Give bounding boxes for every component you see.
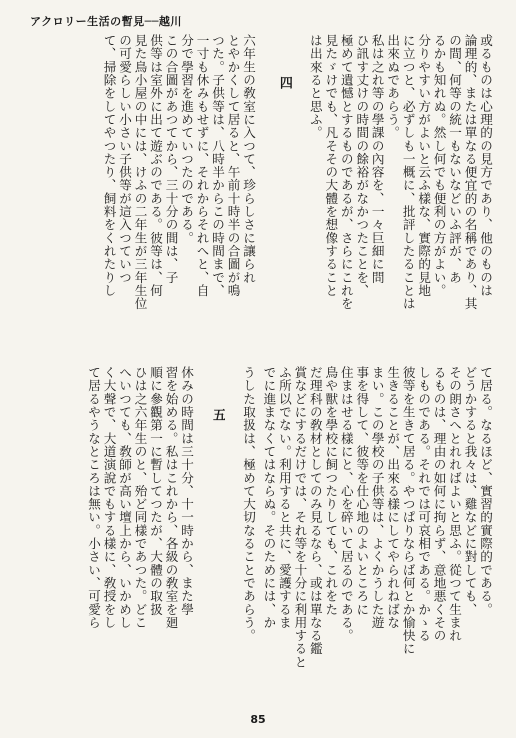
text-column: 彼等を生きて居る。やつぱりならば何とか愉快に [400, 366, 416, 656]
text-column: 習を始める。私はこれから、各級の敎室を廻 [163, 366, 179, 629]
text-column: 事を得して、彼等を仕心地のよいところに [354, 366, 370, 616]
text-column: ひは之六年生のと、殆ど同樣であつた。どこ [132, 366, 148, 629]
text-column: 極めて遺憾とするものであるが、さらにこれを [338, 34, 354, 311]
text-column: どうかすると我々は、雞などに對しても、 [462, 366, 478, 616]
text-column: 或るものは心理的の見方であり、他のものは [478, 34, 493, 297]
text-column: に立つと、必ずしも一概に、批評したることは [400, 34, 416, 311]
text-column: 論理的、または單なる便宜的の名稱であり、其 [462, 34, 478, 311]
text-column: ひ訊す丈けの時間の餘裕がなかつたことを、 [354, 34, 370, 297]
text-column [194, 366, 210, 696]
lower-text-block [28, 366, 493, 696]
text-column: て、掃除をしてやつたり、飼料をくれたりし [101, 34, 117, 297]
upper-left-half [28, 34, 256, 360]
text-column: 供等は室外に出て遊ぶのである。彼等は、何 [148, 34, 163, 297]
page-number: 85 [250, 713, 266, 726]
lower-right-half [261, 366, 493, 696]
text-column: て居る。なるほど、實習的實際的である。 [478, 366, 493, 616]
text-column: 見たゞけでも、凡そその大體を想像すること [323, 34, 339, 297]
text-column: るかも知れぬ。然し何でも便利の方がよい。 [431, 34, 447, 297]
text-column: く大聲で、大道演說でもする樣に、敎授をし [101, 366, 117, 629]
text-column: 生きることが、出來る樣にしてやられねばな [385, 366, 401, 629]
lower-left-half [28, 366, 256, 696]
section-heading: 五 [210, 408, 225, 422]
text-column: は出來ると思ふ。 [307, 34, 323, 140]
text-column: つた。子供等は、八時半からこの時間まで、 [210, 34, 225, 297]
text-column: 私は之れ等の學課の內容を、一々巨細に問 [369, 34, 385, 284]
text-column: 住まはせる樣にと、心を碎いて居るのである。 [338, 366, 354, 643]
upper-right-half [261, 34, 493, 360]
text-column: 分りやすい方がよいと云ふ樣な、實際的見地 [416, 34, 432, 297]
text-column: て居るやうなところは無い。小さい、可愛ら [86, 366, 101, 629]
text-column: 見た鳥小屋の中には、けふの二年生が三年生位 [132, 34, 148, 311]
text-column: とやかくして居ると、午前十時半の合圖が鳴 [225, 34, 241, 297]
text-column: 分で學習を進めていつたのである。 [179, 34, 194, 245]
text-column: の間、何等の統一もないなどいふ評が、あ [447, 34, 463, 284]
text-column: 一寸も休みもせずに、それからそれへと、自 [194, 34, 210, 297]
upper-text-block [28, 34, 493, 360]
text-column: でに進まなくてはならぬ。そのためには、か [261, 366, 277, 629]
text-column: 休みの時間は三十分、十一時から、また學 [179, 366, 194, 616]
text-column: へいつても、敎師が高い壇上から、いかめし [117, 366, 132, 629]
text-column: るものは、理由の如何に拘らず、意地悪くその [431, 366, 447, 643]
section-heading: 四 [276, 76, 292, 90]
text-column [292, 34, 307, 360]
text-column [261, 34, 276, 360]
text-column: この合圖があつてから、三十分の間は、子 [163, 34, 179, 284]
running-header: アクロリー生活の暫見──越川 [30, 15, 182, 28]
text-column: まい。この學校の子供等は、よくかうした遊 [369, 366, 385, 629]
block-divider [28, 362, 493, 363]
text-column: 出來ぬであらう。 [385, 34, 401, 140]
text-column [225, 366, 241, 696]
text-column: その朗さへとれればよいと思ふ。從つて生まれ [447, 366, 463, 643]
text-column: ふ所以でない。利用すると共に、愛護するま [276, 366, 292, 629]
text-column: うした取扱は、極めて大切なることであらう。 [241, 366, 256, 643]
text-column: 順に參觀第一に暫してつたが、大體の取扱 [148, 366, 163, 616]
text-column: だ理科の敎材としてのみ見るなら、或は單なる鑑 [307, 366, 323, 656]
text-column: 賞などにするだけでは、それ等を十分に利用すると [292, 366, 308, 669]
text-column: 六年生の敎室に入つて、珍らしさに讓られ [241, 34, 256, 284]
text-column: しものである。それでは可哀相である。かゝる [416, 366, 432, 643]
text-column: 鳥や獸を學校に飼つたりしても、これをた [323, 366, 339, 616]
text-column: の可愛らしい小さい子供等が這入つていつ [117, 34, 132, 284]
